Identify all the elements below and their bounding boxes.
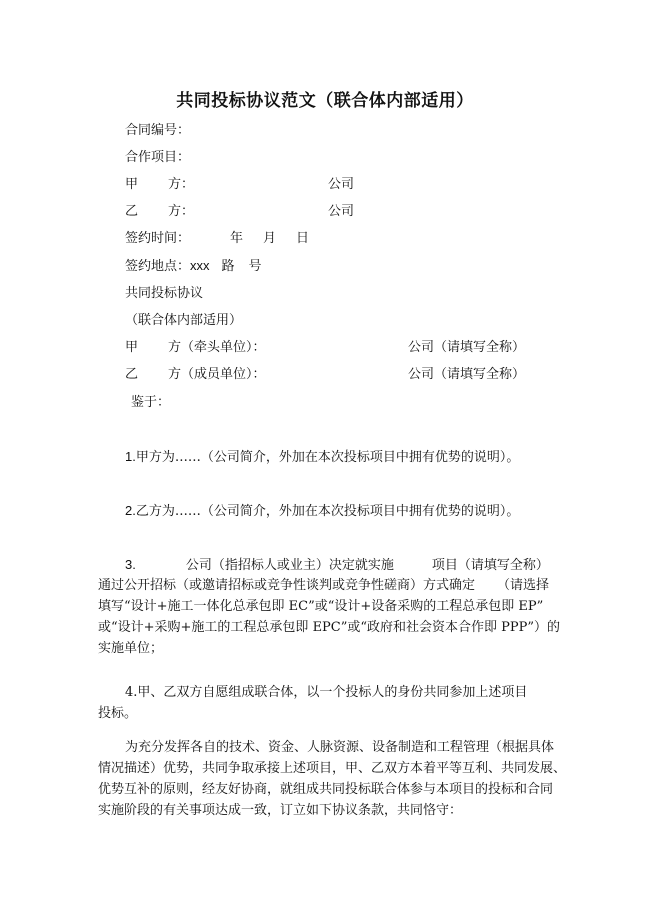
party-b-suffix: 方： bbox=[168, 204, 195, 219]
paragraph-line-1: 为充分发挥各自的技术、资金、人脉资源、设备制造和工程管理（根据具体 bbox=[125, 740, 555, 755]
agreement-party-a-suffix: 方（牵头单位）： bbox=[168, 340, 266, 355]
agreement-party-b bbox=[125, 367, 266, 383]
party-a-company: 公司 bbox=[328, 177, 355, 192]
agreement-title: 共同投标协议 bbox=[125, 286, 204, 301]
party-a-suffix: 方： bbox=[168, 177, 195, 192]
whereas-label: 鉴于： bbox=[131, 395, 171, 410]
paragraph-line-2: 情况描述）优势，共同争取承接上述项目，甲、乙双方本着平等互利、共同发展、 bbox=[98, 761, 567, 776]
item-1 bbox=[125, 449, 519, 466]
item-4-line-2: 投标。 bbox=[98, 706, 138, 721]
item-3-number: 3. bbox=[125, 557, 136, 572]
agreement-party-b-char: 乙 bbox=[125, 367, 139, 382]
item-3-text-a: 公司（指招标人或业主）决定就实施 bbox=[185, 558, 394, 573]
document-title: 共同投标协议范文（联合体内部适用） bbox=[176, 91, 474, 111]
item-3-line-1 bbox=[125, 557, 549, 574]
party-b-label bbox=[125, 204, 194, 220]
item-3-line-3: 填写“设计+施工一体化总承包即 EC”或“设计+设备采购的工程总承包即 EP” bbox=[98, 599, 544, 614]
item-2 bbox=[125, 503, 519, 520]
sign-place-xxx: xxx bbox=[190, 258, 210, 273]
item-3-line-5: 实施单位； bbox=[98, 641, 164, 656]
contract-number-label: 合同编号： bbox=[125, 123, 191, 138]
sign-day: 日 bbox=[296, 231, 310, 246]
agreement-party-a-company: 公司（请填写全称） bbox=[408, 340, 526, 355]
item-3-line-2-a: 通过公开招标（或邀请招标或竞争性谈判或竞争性磋商）方式确定 bbox=[98, 578, 476, 593]
sign-place-road: 路 bbox=[221, 259, 235, 274]
agreement-party-a-char: 甲 bbox=[125, 340, 139, 355]
item-1-text: 甲方为……（公司简介，外加在本次投标项目中拥有优势的说明）。 bbox=[135, 450, 520, 465]
cooperation-project-label: 合作项目： bbox=[125, 150, 191, 165]
agreement-party-b-company: 公司（请填写全称） bbox=[408, 367, 526, 382]
item-3-line-2-b: （请选择 bbox=[497, 578, 550, 593]
paragraph-line-4: 实施阶段的有关事项达成一致，订立如下协议条款，共同恪守： bbox=[98, 803, 463, 818]
sign-place-row bbox=[125, 258, 262, 275]
agreement-subtitle: （联合体内部适用） bbox=[125, 313, 243, 328]
sign-place-number: 号 bbox=[248, 259, 262, 274]
paragraph-line-3: 优势互补的原则，经友好协商，就组成共同投标联合体参与本项目的投标和合同 bbox=[98, 782, 554, 797]
item-3-text-b: 项目（请填写全称） bbox=[431, 558, 549, 573]
agreement-party-b-suffix: 方（成员单位）： bbox=[168, 367, 266, 382]
item-2-number: 2. bbox=[125, 503, 136, 518]
party-a-label bbox=[125, 177, 194, 193]
item-3-line-2 bbox=[98, 578, 549, 594]
sign-place-label: 签约地点： bbox=[125, 259, 191, 274]
item-4-line-1: 4.甲、乙双方自愿组成联合体，以一个投标人的身份共同参加上述项目 bbox=[125, 685, 528, 700]
item-3-line-4: 或“设计+采购+施工的工程总承包即 EPC”或“政府和社会资本合作即 PPP”）的 bbox=[98, 620, 561, 635]
party-b-company: 公司 bbox=[328, 204, 355, 219]
sign-year: 年 bbox=[230, 231, 244, 246]
party-a-char: 甲 bbox=[125, 177, 139, 192]
sign-month: 月 bbox=[263, 231, 277, 246]
agreement-party-a bbox=[125, 340, 266, 356]
sign-time-row bbox=[125, 231, 309, 247]
item-2-text: 乙方为……（公司简介，外加在本次投标项目中拥有优势的说明）。 bbox=[135, 504, 520, 519]
sign-time-label: 签约时间： bbox=[125, 231, 191, 246]
item-1-number: 1. bbox=[125, 449, 136, 464]
party-b-char: 乙 bbox=[125, 204, 139, 219]
